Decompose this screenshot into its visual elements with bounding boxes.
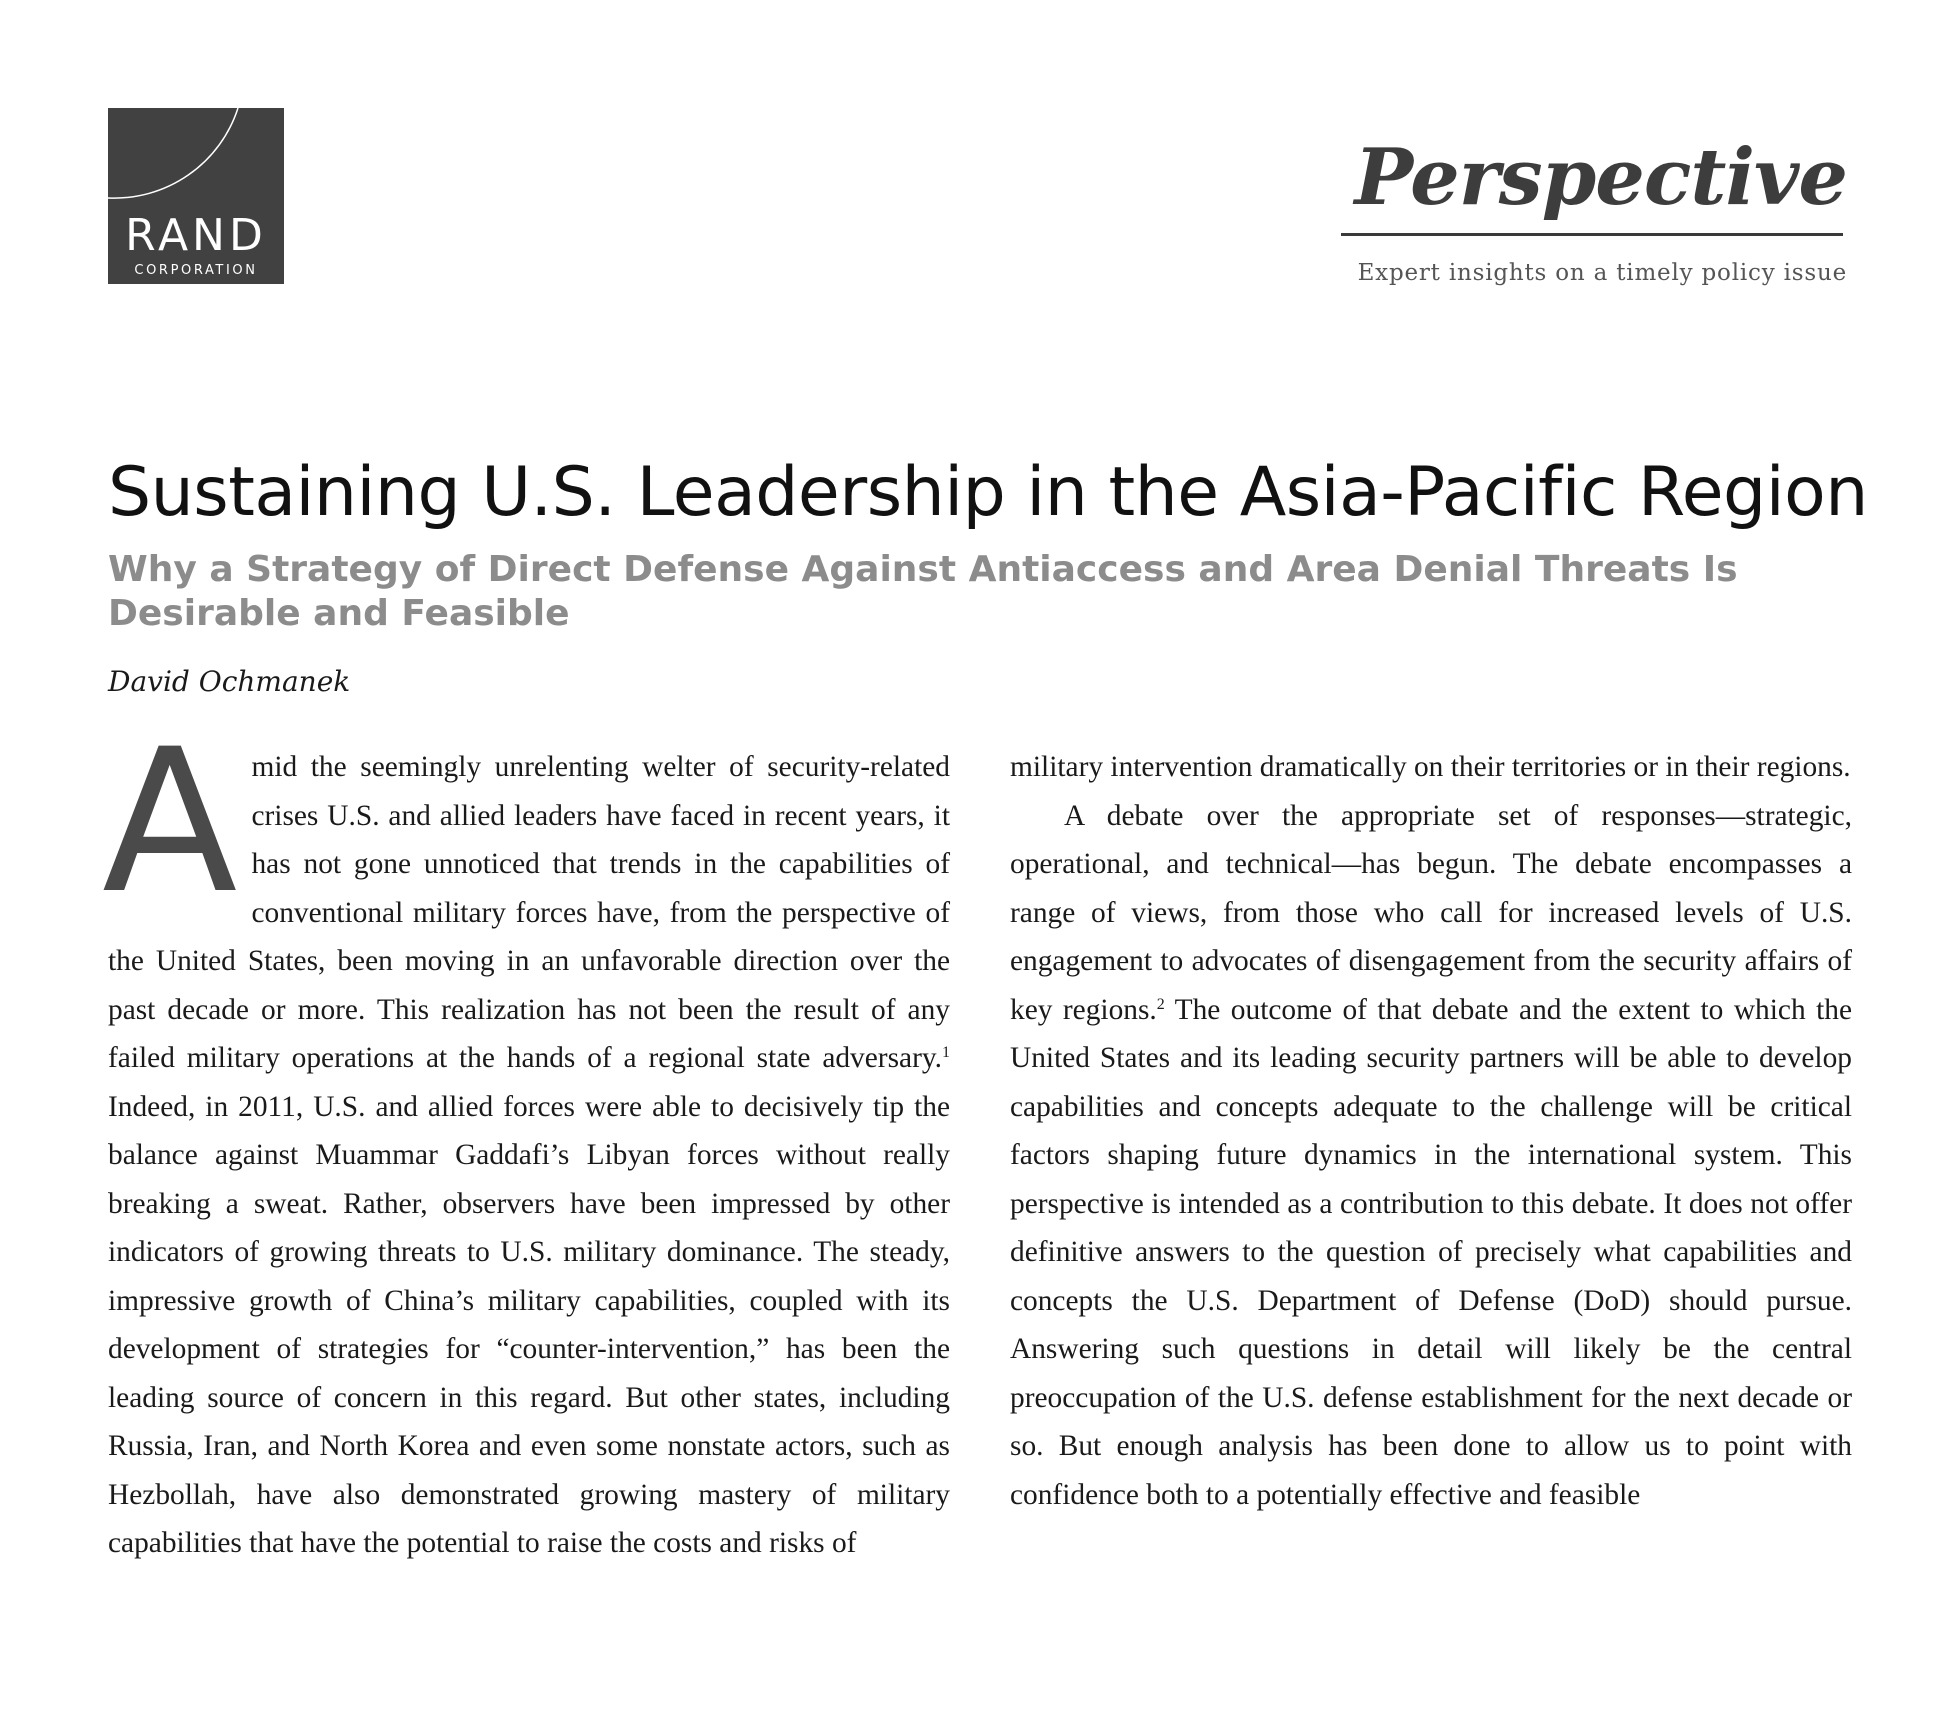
drop-cap: A (102, 706, 238, 937)
body-column-right (1010, 743, 1852, 1519)
footnote-ref-2[interactable]: 2 (1156, 995, 1165, 1013)
paragraph-1-text-a: mid the seemingly unrelenting welter of security-related crises U.S. and allied leaders have faced in recent years, it has not gone unnoticed that trends in the capabilities of conventional military forces have, from the perspective of the United States, been moving in an unfavorable direction over the past decade or more. This realization has not been the result of any failed military operations at the hands of a regional state adversary. (108, 751, 950, 1074)
document-subtitle: Why a Strategy of Direct Defense Against Antiaccess and Area Denial Threats Is Desirable and Feasible (108, 548, 1738, 634)
series-divider (1341, 233, 1843, 236)
logo-subtitle: CORPORATION (134, 263, 258, 278)
rand-logo (108, 108, 284, 284)
paragraph-2-text-a: A debate over the appropriate set of responses—strategic, operational, and technical—has begun. The debate encompasses a range of views, from those who call for increased levels of U.S. engagement to advocates of disengagement from the security affairs of key regions. (1010, 799, 1852, 1026)
author-name: David Ochmanek (108, 665, 351, 698)
paragraph-1 (102, 706, 950, 1568)
paragraph-2 (1010, 792, 1852, 1520)
logo-wordmark: RAND (125, 210, 267, 261)
paragraph-2-text-b: The outcome of that debate and the extent to which the United States and its leading security partners will be able to develop capabilities and concepts adequate to the challenge will be critical factors shaping future dynamics in the international system. This perspective is intended as a contribution to this debate. It does not offer definitive answers to the question of precisely what capabilities and concepts the U.S. Department of Defense (DoD) should pursue. Answering such questions in detail will likely be the central preoccupation of the U.S. defense establishment for the next decade or so. But enough analysis has been done to allow us to point with confidence both to a potentially effective and feasible (1010, 993, 1852, 1511)
series-tagline: Expert insights on a timely policy issue (1357, 260, 1847, 286)
paragraph-1-continued: military intervention dramatically on their territories or in their regions. (1010, 751, 1851, 783)
paragraph-1-text-b: Indeed, in 2011, U.S. and allied forces were able to decisively tip the balance against Muammar Gaddafi’s Libyan forces without really breaking a sweat. Rather, observers have been impressed by other indicators of growing threats to U.S. military dominance. The steady, impressive growth of China’s military capabilities, coupled with its development of strategies for “counter-intervention,” has been the leading source of concern in this regard. But other states, including Russia, Iran, and North Korea and even some nonstate actors, such as Hezbollah, have also demonstrated growing mastery of military capabilities that have the potential to raise the costs and risks of (108, 1090, 950, 1559)
document-title: Sustaining U.S. Leadership in the Asia-Pacific Region (108, 452, 1868, 532)
footnote-ref-1[interactable]: 1 (942, 1044, 950, 1061)
series-title: Perspective (1354, 132, 1847, 223)
body-column-left (102, 706, 950, 1568)
